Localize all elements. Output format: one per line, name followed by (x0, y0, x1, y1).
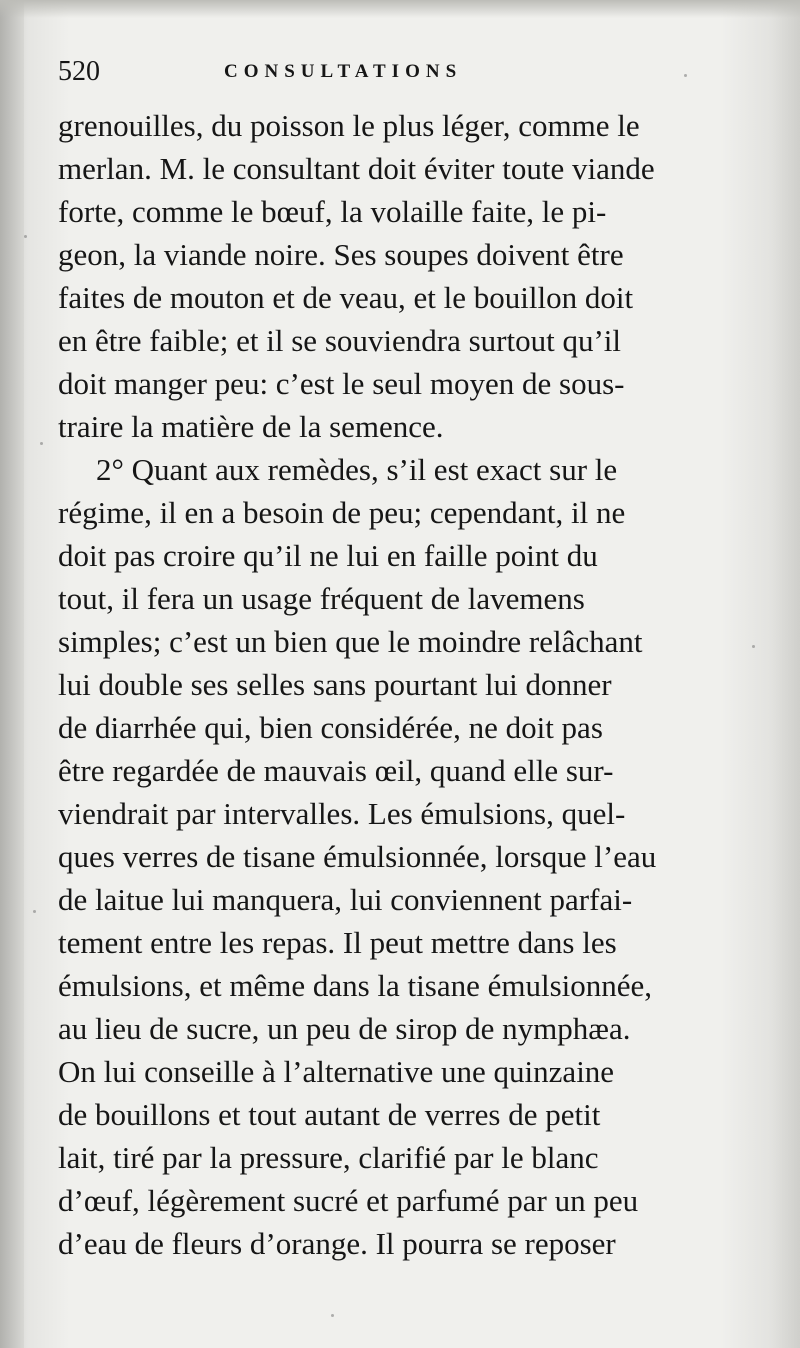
text-line: simples; c’est un bien que le moindre relâchant (58, 624, 643, 659)
text-line: On lui conseille à l’alternative une quinzaine (58, 1054, 615, 1089)
text-line: grenouilles, du poisson le plus léger, comme le (58, 108, 640, 143)
running-title: CONSULTATIONS (224, 61, 463, 82)
text-line: viendrait par intervalles. Les émulsions, quel- (58, 796, 626, 831)
text-line: d’œuf, légèrement sucré et parfumé par un peu (58, 1183, 639, 1218)
text-line: doit manger peu: c’est le seul moyen de sous- (58, 366, 625, 401)
text-line: au lieu de sucre, un peu de sirop de nymphæa. (58, 1011, 631, 1046)
text-line: en être faible; et il se souviendra surtout qu’il (58, 323, 621, 358)
text-line: geon, la viande noire. Ses soupes doivent être (58, 237, 624, 272)
paper-speck (33, 910, 36, 913)
text-line: ques verres de tisane émulsionnée, lorsque l’eau (58, 839, 657, 874)
text-line: forte, comme le bœuf, la volaille faite, le pi- (58, 194, 607, 229)
page-header (58, 52, 708, 96)
text-line: être regardée de mauvais œil, quand elle sur- (58, 753, 614, 788)
paper-speck (40, 442, 43, 445)
body-text (58, 104, 708, 1265)
text-line: 2° Quant aux remèdes, s’il est exact sur le (96, 452, 618, 487)
text-line: merlan. M. le consultant doit éviter toute viande (58, 151, 655, 186)
page-number: 520 (58, 56, 100, 87)
text-line: de bouillons et tout autant de verres de petit (58, 1097, 601, 1132)
text-line: traire la matière de la semence. (58, 409, 444, 444)
text-line: de laitue lui manquera, lui conviennent parfai- (58, 882, 633, 917)
paper-speck (331, 1314, 334, 1317)
text-line: régime, il en a besoin de peu; cependant, il ne (58, 495, 626, 530)
text-line: lui double ses selles sans pourtant lui donner (58, 667, 612, 702)
text-line: lait, tiré par la pressure, clarifié par le blanc (58, 1140, 599, 1175)
text-line: tout, il fera un usage fréquent de lavemens (58, 581, 585, 616)
text-line: d’eau de fleurs d’orange. Il pourra se reposer (58, 1226, 616, 1261)
paper-speck (684, 74, 687, 77)
paper-speck (24, 235, 27, 238)
text-line: tement entre les repas. Il peut mettre dans les (58, 925, 617, 960)
text-line: faites de mouton et de veau, et le bouillon doit (58, 280, 634, 315)
text-line: émulsions, et même dans la tisane émulsionnée, (58, 968, 653, 1003)
paper-speck (752, 645, 755, 648)
text-line: de diarrhée qui, bien considérée, ne doit pas (58, 710, 603, 745)
text-line: doit pas croire qu’il ne lui en faille point du (58, 538, 598, 573)
